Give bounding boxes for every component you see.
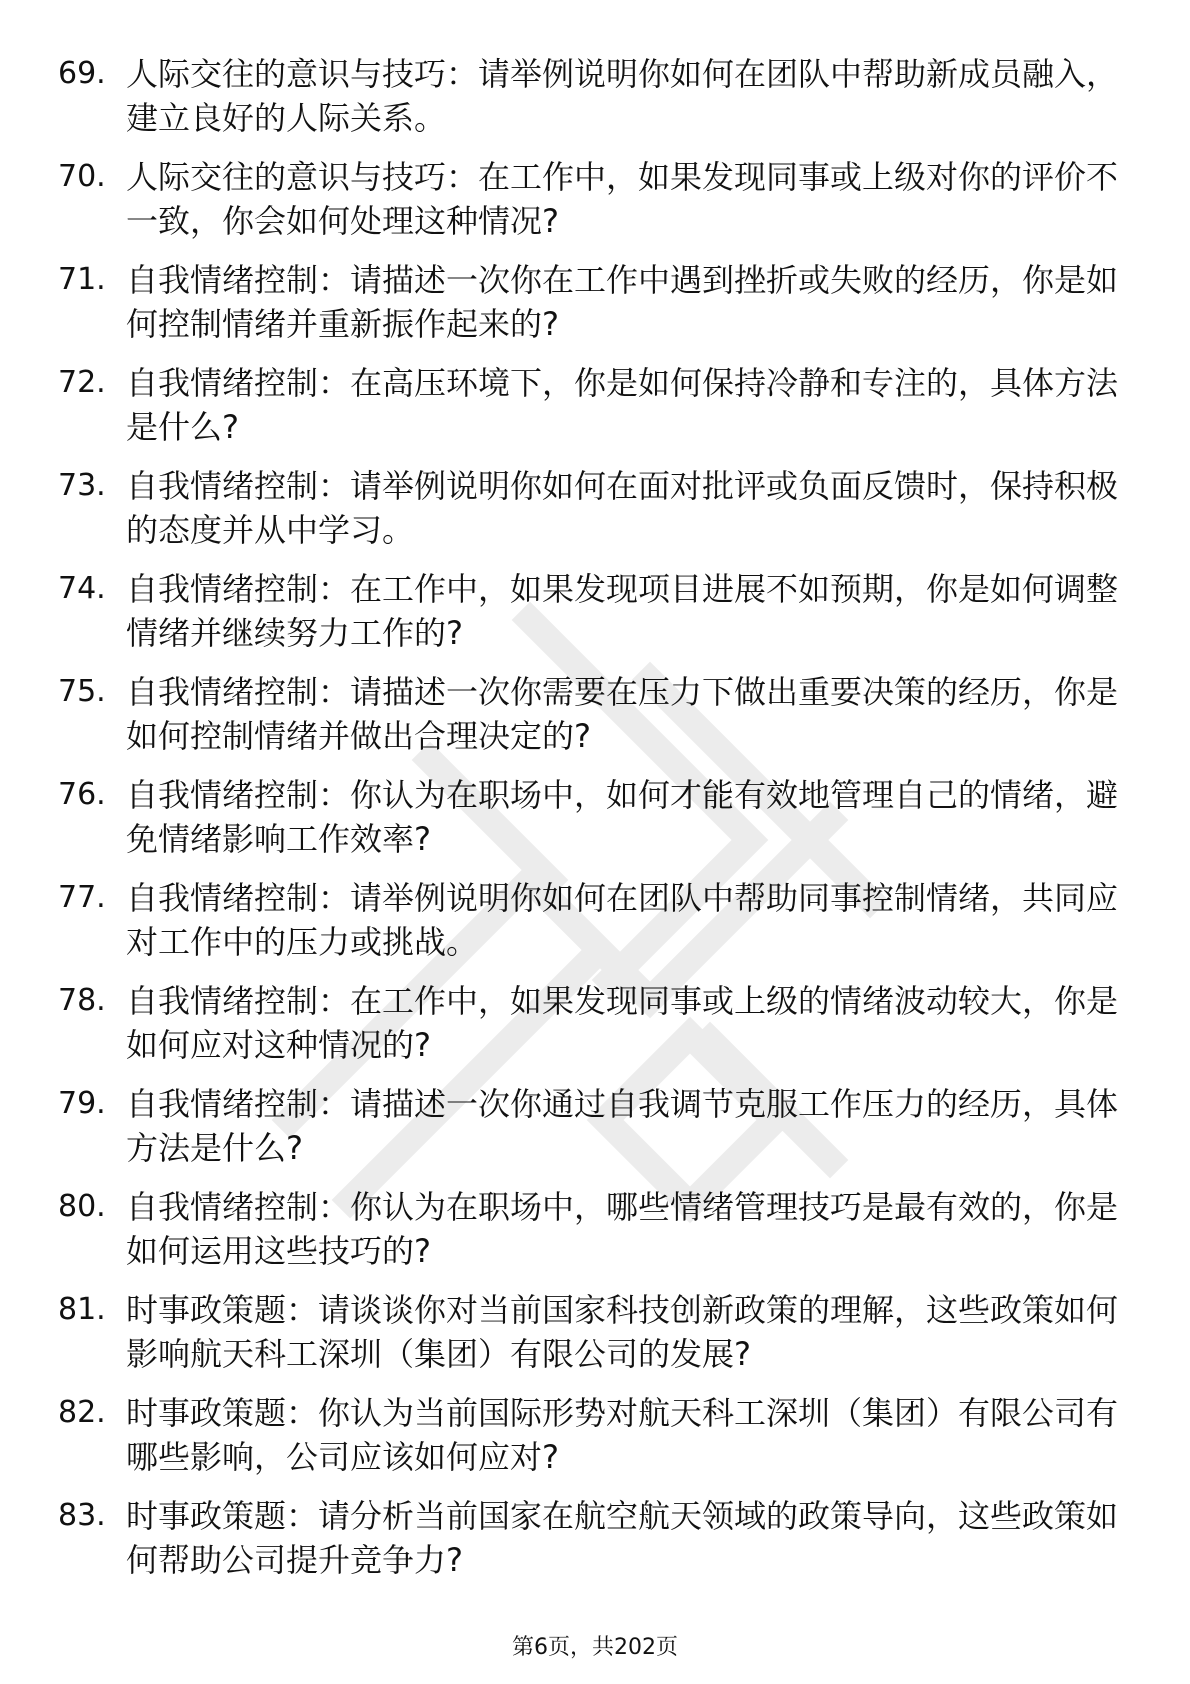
- list-item: [58, 1082, 1138, 1185]
- question-number: 78.: [58, 983, 106, 1018]
- question-number: 70.: [58, 159, 106, 194]
- page-footer: 第6页，共202页: [512, 1635, 678, 1660]
- question-text: 时事政策题：请谈谈你对当前国家科技创新政策的理解，这些政策如何影响航天科工深圳（集团）有限公司的发展?: [126, 1291, 1119, 1373]
- question-number: 82.: [58, 1395, 106, 1430]
- question-number: 71.: [58, 262, 106, 297]
- list-item: [58, 52, 1138, 155]
- question-text: 自我情绪控制：请举例说明你如何在面对批评或负面反馈时，保持积极的态度并从中学习。: [126, 467, 1119, 549]
- question-text: 自我情绪控制：请描述一次你在工作中遇到挫折或失败的经历，你是如何控制情绪并重新振作起来的?: [126, 261, 1119, 343]
- question-text: 人际交往的意识与技巧：请举例说明你如何在团队中帮助新成员融入，建立良好的人际关系。: [126, 55, 1119, 137]
- question-number: 72.: [58, 365, 106, 400]
- question-number: 81.: [58, 1292, 106, 1327]
- question-text: 自我情绪控制：你认为在职场中，如何才能有效地管理自己的情绪，避免情绪影响工作效率?: [126, 776, 1119, 858]
- question-number: 74.: [58, 571, 106, 606]
- question-text: 自我情绪控制：在工作中，如果发现同事或上级的情绪波动较大，你是如何应对这种情况的?: [126, 982, 1119, 1064]
- question-number: 76.: [58, 777, 106, 812]
- question-text: 自我情绪控制：请描述一次你通过自我调节克服工作压力的经历，具体方法是什么?: [126, 1085, 1119, 1167]
- question-number: 83.: [58, 1498, 106, 1533]
- question-list: [58, 52, 1138, 1597]
- list-item: [58, 1185, 1138, 1288]
- list-item: [58, 979, 1138, 1082]
- question-number: 75.: [58, 674, 106, 709]
- list-item: [58, 670, 1138, 773]
- question-text: 自我情绪控制：在工作中，如果发现项目进展不如预期，你是如何调整情绪并继续努力工作的?: [126, 570, 1119, 652]
- list-item: [58, 773, 1138, 876]
- list-item: [58, 155, 1138, 258]
- question-text: 自我情绪控制：请举例说明你如何在团队中帮助同事控制情绪，共同应对工作中的压力或挑战。: [126, 879, 1119, 961]
- question-number: 77.: [58, 880, 106, 915]
- question-number: 69.: [58, 56, 106, 91]
- question-text: 自我情绪控制：请描述一次你需要在压力下做出重要决策的经历，你是如何控制情绪并做出合理决定的?: [126, 673, 1119, 755]
- list-item: [58, 361, 1138, 464]
- question-number: 73.: [58, 468, 106, 503]
- list-item: [58, 464, 1138, 567]
- question-number: 79.: [58, 1086, 106, 1121]
- list-item: [58, 258, 1138, 361]
- list-item: [58, 1288, 1138, 1391]
- question-text: 时事政策题：你认为当前国际形势对航天科工深圳（集团）有限公司有哪些影响，公司应该如何应对?: [126, 1394, 1119, 1476]
- question-text: 自我情绪控制：在高压环境下，你是如何保持冷静和专注的，具体方法是什么?: [126, 364, 1119, 446]
- list-item: [58, 1391, 1138, 1494]
- list-item: [58, 567, 1138, 670]
- question-text: 人际交往的意识与技巧：在工作中，如果发现同事或上级对你的评价不一致，你会如何处理这种情况?: [126, 158, 1119, 240]
- list-item: [58, 1494, 1138, 1597]
- question-text: 时事政策题：请分析当前国家在航空航天领域的政策导向，这些政策如何帮助公司提升竞争力?: [126, 1497, 1119, 1579]
- list-item: [58, 876, 1138, 979]
- question-text: 自我情绪控制：你认为在职场中，哪些情绪管理技巧是最有效的，你是如何运用这些技巧的?: [126, 1188, 1119, 1270]
- question-number: 80.: [58, 1189, 106, 1224]
